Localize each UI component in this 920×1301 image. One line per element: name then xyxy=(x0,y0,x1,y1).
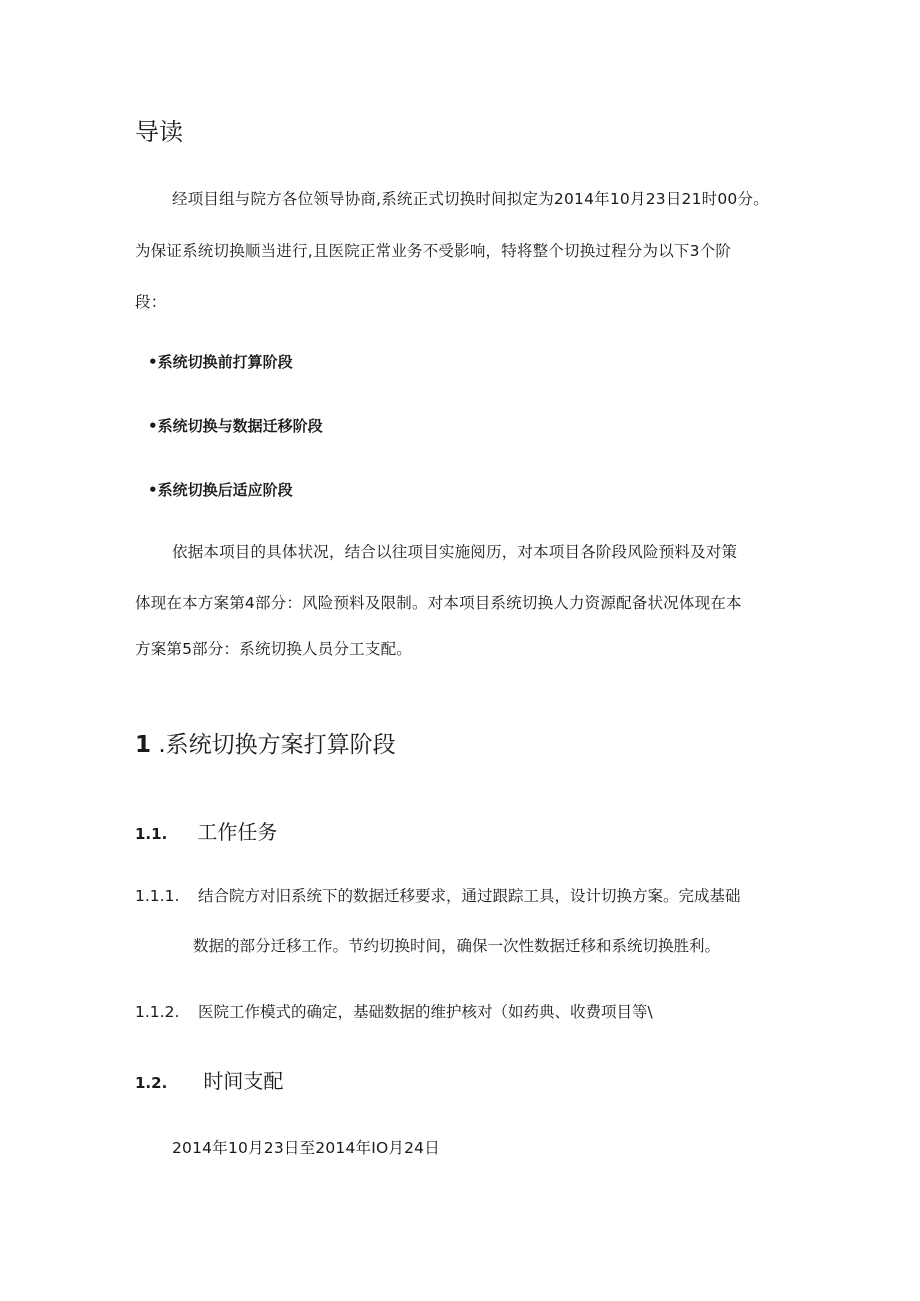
intro-line-2: 为保证系统切换顺当进行,且医院正常业务不受影响，特将整个切换过程分为以下3个阶 xyxy=(135,242,732,260)
item-1-1-1 xyxy=(135,884,740,906)
bullet-item-prep: •系统切换前打算阶段 xyxy=(148,353,293,371)
section-1-2-title: 时间支配 xyxy=(203,1069,284,1093)
section-1-number: 1 xyxy=(135,732,152,758)
item-1-1-2 xyxy=(135,1000,653,1022)
basis-line-3: 方案第5部分：系统切换人员分工支配。 xyxy=(135,640,412,658)
guide-heading: 导读 xyxy=(135,118,183,146)
item-1-1-2-number: 1.1.2. xyxy=(135,1003,180,1021)
section-1-title: .系统切换方案打算阶段 xyxy=(158,732,396,758)
section-1-2-number: 1.2. xyxy=(135,1074,168,1092)
section-1-1-number: 1.1. xyxy=(135,825,168,843)
item-1-1-1-line-1: 结合院方对旧系统下的数据迁移要求，通过跟踪工具，设计切换方案。完成基础 xyxy=(197,887,741,905)
time-range-text: 2014年10月23日至2014年IO月24日 xyxy=(172,1139,440,1157)
section-1-1-heading xyxy=(135,816,277,845)
intro-line-1: 经项目组与院方各位领导协商,系统正式切换时间拟定为2014年10月23日21时00分。 xyxy=(172,190,769,208)
item-1-1-2-text: 医院工作模式的确定，基础数据的维护核对（如药典、收费项目等\ xyxy=(197,1003,653,1021)
section-1-2-heading xyxy=(135,1065,283,1094)
section-1-heading xyxy=(135,726,396,759)
basis-line-2: 体现在本方案第4部分：风险预料及限制。对本项目系统切换人力资源配备状况体现在本 xyxy=(135,594,742,612)
item-1-1-1-line-2: 数据的部分迁移工作。节约切换时间，确保一次性数据迁移和系统切换胜利。 xyxy=(193,937,721,955)
intro-line-3: 段： xyxy=(135,293,167,311)
bullet-item-adapt: •系统切换后适应阶段 xyxy=(148,481,293,499)
item-1-1-1-number: 1.1.1. xyxy=(135,887,180,905)
basis-line-1: 依据本项目的具体状况，结合以往项目实施阅历，对本项目各阶段风险预料及对策 xyxy=(172,543,738,561)
bullet-item-migration: •系统切换与数据迁移阶段 xyxy=(148,417,323,435)
section-1-1-title: 工作任务 xyxy=(197,820,278,844)
